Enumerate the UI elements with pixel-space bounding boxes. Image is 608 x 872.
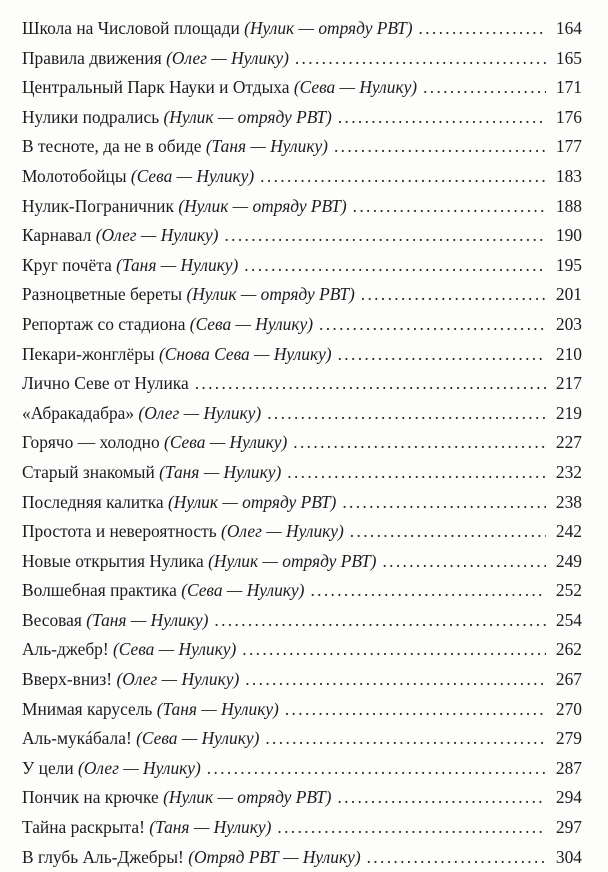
toc-entry — [22, 547, 582, 577]
chapter-title: Правила движения — [22, 47, 162, 68]
chapter-author: (Таня — Нулику) — [159, 461, 282, 482]
toc-entry-title — [22, 635, 236, 665]
toc-entry — [22, 783, 582, 813]
chapter-author: (Олег — Нулику) — [78, 757, 201, 778]
chapter-author: (Нулик — отряду РВТ) — [178, 195, 347, 216]
chapter-author: (Сева — Нулику) — [189, 313, 314, 334]
chapter-title: У цели — [22, 757, 74, 778]
page-number: 219 — [555, 402, 582, 423]
dot-leader — [361, 280, 546, 310]
toc-entry — [22, 280, 582, 310]
toc-entry-title — [22, 724, 259, 754]
dot-leader — [334, 132, 546, 162]
toc-entry — [22, 73, 582, 103]
chapter-author: (Нулик — отряду РВТ) — [167, 491, 337, 512]
toc-entry — [22, 103, 582, 133]
dot-leader — [267, 399, 546, 429]
dot-leader — [285, 695, 546, 725]
chapter-title: Новые открытия Нулика — [22, 550, 204, 571]
chapter-title: Разноцветные береты — [22, 284, 183, 305]
dot-leader — [337, 783, 546, 813]
toc-entry-title — [22, 192, 347, 222]
toc-entry-title — [22, 310, 313, 340]
chapter-title: Пекари-жонглёры — [22, 343, 155, 364]
chapter-author: (Сева — Нулику) — [181, 580, 305, 601]
chapter-title: Школа на Числовой площади — [22, 18, 240, 38]
toc-entry — [22, 635, 582, 665]
chapter-author: (Таня — Нулику) — [86, 609, 209, 630]
chapter-title: Карнавал — [22, 225, 92, 246]
chapter-author: (Снова Сева — Нулику) — [158, 343, 332, 364]
chapter-author: (Олег — Нулику) — [138, 402, 262, 423]
page-number: 190 — [555, 225, 582, 246]
page-number: 279 — [555, 728, 582, 749]
page-number: 262 — [555, 639, 582, 660]
chapter-author: (Нулик — отряду РВТ) — [208, 550, 377, 571]
chapter-title: Репортаж со стадиона — [22, 313, 186, 334]
chapter-author: (Олег — Нулику) — [95, 225, 219, 246]
toc-entry — [22, 162, 582, 192]
toc-entry — [22, 132, 582, 162]
chapter-author: (Нулик — отряду РВТ) — [163, 106, 332, 127]
page-number: 249 — [555, 550, 582, 571]
dot-leader — [310, 576, 546, 606]
dot-leader — [367, 843, 546, 872]
toc-entry-title — [22, 14, 412, 44]
chapter-title: Последняя калитка — [22, 491, 164, 512]
page-number: 242 — [555, 521, 582, 542]
chapter-title: Мнимая карусель — [22, 698, 153, 719]
dot-leader — [350, 517, 546, 547]
dot-leader — [195, 369, 546, 399]
chapter-author: (Сева — Нулику) — [113, 639, 237, 660]
toc-entry — [22, 399, 582, 429]
toc-entry — [22, 192, 582, 222]
chapter-author: (Нулик — отряду РВТ) — [163, 787, 332, 808]
toc-entry-title — [22, 73, 417, 103]
dot-leader — [382, 547, 546, 577]
toc-entry — [22, 310, 582, 340]
chapter-author: (Отряд РВТ — Нулику) — [188, 846, 361, 867]
toc-entry — [22, 221, 582, 251]
page-number: 164 — [555, 18, 582, 38]
chapter-author: (Таня — Нулику) — [116, 254, 239, 275]
chapter-title: В глубь Аль-Джебры! — [22, 846, 184, 867]
toc-entry — [22, 44, 582, 74]
chapter-title: Весовая — [22, 609, 82, 630]
chapter-title: Нулики подрались — [22, 106, 160, 127]
chapter-title: Тайна раскрыта! — [22, 817, 145, 838]
dot-leader — [224, 221, 546, 251]
dot-leader — [423, 73, 546, 103]
toc-entry — [22, 576, 582, 606]
chapter-title: Пончик на крючке — [22, 787, 159, 808]
toc-entry — [22, 14, 582, 44]
chapter-title: Старый знакомый — [22, 461, 155, 482]
dot-leader — [245, 665, 546, 695]
page-number: 232 — [555, 461, 582, 482]
chapter-title: Горячо — холодно — [22, 432, 160, 453]
toc-entry-title — [22, 606, 208, 636]
dot-leader — [244, 251, 546, 281]
table-of-contents — [22, 14, 582, 872]
page-number: 183 — [555, 165, 582, 186]
chapter-author: (Олег — Нулику) — [166, 47, 289, 68]
dot-leader — [319, 310, 546, 340]
toc-entry-title — [22, 517, 344, 547]
page-number: 267 — [555, 669, 582, 690]
dot-leader — [338, 340, 546, 370]
toc-entry-title — [22, 458, 281, 488]
chapter-title: Простота и невероятность — [22, 521, 217, 542]
toc-entry — [22, 340, 582, 370]
toc-entry-title — [22, 665, 239, 695]
toc-entry-title — [22, 221, 218, 251]
toc-entry-title — [22, 399, 261, 429]
page-number: 287 — [555, 757, 582, 778]
toc-entry-title — [22, 488, 336, 518]
chapter-title: Молотобойцы — [22, 165, 127, 186]
dot-leader — [338, 103, 546, 133]
toc-entry — [22, 369, 582, 399]
toc-entry — [22, 517, 582, 547]
toc-entry — [22, 606, 582, 636]
dot-leader — [260, 162, 546, 192]
toc-entry-title — [22, 162, 254, 192]
toc-entry — [22, 695, 582, 725]
toc-entry — [22, 251, 582, 281]
toc-entry — [22, 428, 582, 458]
page-number: 210 — [555, 343, 582, 364]
toc-entry-title — [22, 44, 289, 74]
chapter-author: (Олег — Нулику) — [116, 669, 240, 690]
toc-entry-title — [22, 547, 376, 577]
toc-entry-title — [22, 695, 279, 725]
toc-entry-title — [22, 783, 331, 813]
page-number: 176 — [555, 106, 582, 127]
page-number: 270 — [555, 698, 582, 719]
dot-leader — [214, 606, 546, 636]
page-number: 252 — [555, 580, 582, 601]
page-number: 171 — [555, 77, 582, 98]
toc-entry — [22, 813, 582, 843]
page-number: 217 — [555, 373, 582, 394]
toc-entry-title — [22, 103, 332, 133]
chapter-author: (Нулик — отряду РВТ) — [244, 18, 413, 38]
chapter-author: (Таня — Нулику) — [149, 817, 272, 838]
toc-entry-title — [22, 576, 304, 606]
toc-entry-title — [22, 340, 332, 370]
page-number: 294 — [555, 787, 582, 808]
toc-entry — [22, 724, 582, 754]
chapter-title: Вверх-вниз! — [22, 669, 113, 690]
chapter-author: (Сева — Нулику) — [293, 77, 418, 98]
dot-leader — [242, 635, 546, 665]
chapter-author: (Таня — Нулику) — [205, 136, 328, 157]
toc-entry — [22, 458, 582, 488]
chapter-author: (Таня — Нулику) — [156, 698, 279, 719]
dot-leader — [295, 44, 546, 74]
dot-leader — [277, 813, 546, 843]
dot-leader — [287, 458, 546, 488]
toc-entry — [22, 488, 582, 518]
dot-leader — [353, 192, 546, 222]
page-number: 188 — [555, 195, 582, 216]
page-number: 297 — [555, 817, 582, 838]
chapter-title: «Абракадабра» — [22, 402, 135, 423]
page-number: 304 — [555, 846, 582, 867]
chapter-title: Аль-джебр! — [22, 639, 109, 660]
page-number: 201 — [555, 284, 582, 305]
chapter-title: В тесноте, да не в обиде — [22, 136, 202, 157]
toc-entry — [22, 843, 582, 872]
page-number: 177 — [555, 136, 582, 157]
page-number: 203 — [555, 313, 582, 334]
chapter-title: Нулик-Пограничник — [22, 195, 174, 216]
toc-entry-title — [22, 428, 287, 458]
chapter-author: (Нулик — отряду РВТ) — [186, 284, 355, 305]
dot-leader — [207, 754, 546, 784]
toc-entry — [22, 665, 582, 695]
chapter-author: (Сева — Нулику) — [136, 728, 260, 749]
page-number: 227 — [555, 432, 582, 453]
dot-leader — [342, 488, 546, 518]
chapter-author: (Сева — Нулику) — [164, 432, 288, 453]
chapter-author: (Олег — Нулику) — [221, 521, 344, 542]
toc-entry — [22, 754, 582, 784]
chapter-title: Круг почёта — [22, 254, 112, 275]
chapter-title: Лично Севе от Нулика — [22, 373, 189, 394]
page-number: 195 — [555, 254, 582, 275]
chapter-title: Волшебная практика — [22, 580, 177, 601]
toc-entry-title — [22, 813, 271, 843]
page-number: 254 — [555, 609, 582, 630]
page-number: 165 — [555, 47, 582, 68]
dot-leader — [418, 14, 546, 44]
page-number: 238 — [555, 491, 582, 512]
chapter-title: Центральный Парк Науки и Отдыха — [22, 77, 290, 98]
toc-entry-title — [22, 843, 361, 872]
dot-leader — [293, 428, 546, 458]
toc-entry-title — [22, 369, 189, 399]
chapter-author: (Сева — Нулику) — [130, 165, 255, 186]
dot-leader — [265, 724, 546, 754]
toc-entry-title — [22, 754, 201, 784]
toc-entry-title — [22, 280, 355, 310]
toc-entry-title — [22, 251, 238, 281]
chapter-title: Аль-мукáбала! — [22, 728, 132, 749]
toc-entry-title — [22, 132, 328, 162]
